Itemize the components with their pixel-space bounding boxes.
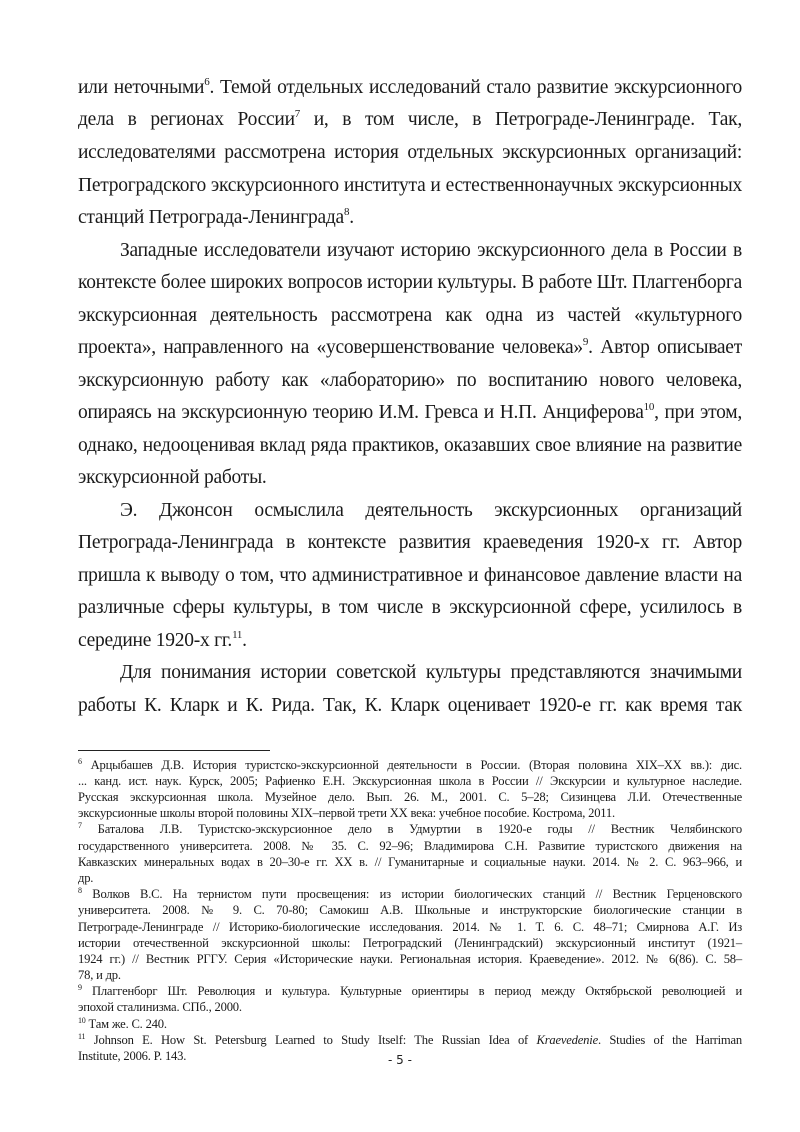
footnote-line: $^6$ Арцыбашев Д.В. История туристско-экскурсионной деятельности в России. (Вторая половина XIX–XX вв.): дис.	[78, 757, 742, 772]
footnote-separator	[78, 750, 270, 751]
footnote-number: 7	[78, 821, 82, 830]
footnote-number: 11	[78, 1032, 86, 1041]
footnote-line: эпохой сталинизма. СПб., 2000.	[78, 1000, 242, 1014]
footnote-line: $^{11}$ Johnson E. How St. Petersburg Learned to Study Itself: The Russian Idea of Kraevedenie. Studies of the Harriman	[78, 1032, 742, 1047]
body-line: станций Петрограда-Ленинграда$^8$.	[78, 206, 354, 228]
footnote-line: др.	[78, 871, 94, 885]
body-line: различные сферы культуры, в том числе в экскурсионной сфере, усилилось в	[78, 597, 742, 618]
body-line: проекта», направленного на «усовершенствование человека»$^9$. Автор описывает	[78, 336, 742, 358]
footnote-ref[interactable]: 9	[582, 336, 589, 348]
footnote-number: 8	[78, 886, 82, 895]
footnote-line: $^8$ Волков В.С. На тернистом пути просвещения: из истории биологических станций // Вестник Герценовского	[78, 886, 742, 901]
page-number: - 5 -	[388, 1053, 412, 1067]
footnote-line: государственного университета. 2008. № 35. С. 92–96; Владимирова С.Н. Развитие туристского движения на	[78, 839, 742, 853]
footnote-line: Кавказских минеральных водах в 20–30-е гг. XX в. // Гуманитарные и социальные науки. 2014. № 2. С. 963–966, и	[78, 855, 742, 869]
footnote-line: экскурсионные школы второй половины XIX–первой трети XX века: учебное пособие. Кострома, 2011.	[78, 806, 615, 820]
body-line: Петроградского экскурсионного института и естественнонаучных экскурсионных	[78, 175, 742, 196]
body-line: опираясь на экскурсионную теорию И.М. Гревса и Н.П. Анциферова$^{10}$, при этом,	[78, 401, 742, 423]
body-line: экскурсионную работу как «лабораторию» по воспитанию нового человека,	[78, 370, 742, 391]
footnote-line: истории отечественной экскурсионной школы: Петроградский (Ленинградский) экскурсионный институт (1921–	[78, 936, 742, 950]
footnote-line: университета. 2008. № 9. С. 70-80; Самокиш А.В. Школьные и инструкторские биологические станции в	[78, 903, 742, 917]
footnote-line: ... канд. ист. наук. Курск, 2005; Рафиенко Е.Н. Экскурсионная школа в России // Экскурсии и культурное наследие.	[78, 774, 742, 788]
body-line: работы К. Кларк и К. Рида. Так, К. Кларк оценивает 1920-е гг. как время так	[78, 695, 742, 716]
footnote-number: 10	[78, 1016, 86, 1025]
footnote-line: $^{10}$ Там же. С. 240.	[78, 1016, 167, 1031]
body-line: или неточными$^6$. Темой отдельных исследований стало развитие экскурсионного	[78, 76, 742, 98]
body-line: исследователями рассмотрена история отдельных экскурсионных организаций:	[78, 142, 742, 163]
footnote-ref[interactable]: 7	[294, 108, 301, 120]
footnote-ref[interactable]: 10	[643, 401, 655, 413]
footnote-ref[interactable]: 11	[232, 629, 243, 641]
footnote-number: 9	[78, 983, 82, 992]
footnote-ref[interactable]: 6	[204, 76, 210, 88]
body-line: дела в регионах России$^7$ и, в том числе, в Петрограде-Ленинграде. Так,	[78, 108, 742, 130]
footnote-line: Русская экскурсионная школа. Музейное дело. Вып. 26. М., 2001. С. 5–28; Сизинцева Л.И. Отечественные	[78, 790, 742, 804]
body-line: Западные исследователи изучают историю экскурсионного дела в России в	[120, 240, 742, 261]
body-line: середине 1920-х гг.$^{11}$.	[78, 629, 247, 651]
body-line: контексте более широких вопросов истории культуры. В работе Шт. Плаггенборга	[78, 272, 743, 293]
body-line: Э. Джонсон осмыслила деятельность экскурсионных организаций	[120, 500, 742, 521]
footnote-line: $^7$ Баталова Л.В. Туристско-экскурсионное дело в Удмуртии в 1920-е годы // Вестник Челябинского	[78, 821, 742, 836]
body-line: Для понимания истории советской культуры представляются значимыми	[120, 662, 742, 683]
italic-term: Kraevedenie	[536, 1033, 598, 1047]
footnote-ref[interactable]: 8	[343, 206, 350, 218]
footnote-number: 6	[78, 757, 82, 766]
footnote-line: Institute, 2006. P. 143.	[78, 1049, 187, 1063]
body-line: пришла к выводу о том, что административное и финансовое давление власти на	[78, 565, 742, 586]
body-line: однако, недооценивая вклад ряда практиков, оказавших свое влияние на развитие	[78, 435, 742, 456]
body-line: экскурсионная деятельность рассмотрена как одна из частей «культурного	[78, 305, 742, 326]
footnote-line: 78, и др.	[78, 968, 121, 982]
body-line: экскурсионной работы.	[78, 467, 267, 488]
body-line: Петрограда-Ленинграда в контексте развития краеведения 1920-х гг. Автор	[78, 532, 742, 553]
footnote-line: 1924 гг.) // Вестник РГГУ. Серия «Исторические науки. Региональная история. Краеведение». 2012. № 6(86). С. 58–	[78, 952, 742, 966]
footnote-line: $^9$ Плаггенборг Шт. Революция и культура. Культурные ориентиры в период между Октябрьской революцией и	[78, 983, 742, 998]
footnote-line: Петрограде-Ленинграде // Историко-биологические исследования. 2014. № 1. Т. 6. С. 48–71; Смирнова А.Г. Из	[78, 920, 742, 934]
